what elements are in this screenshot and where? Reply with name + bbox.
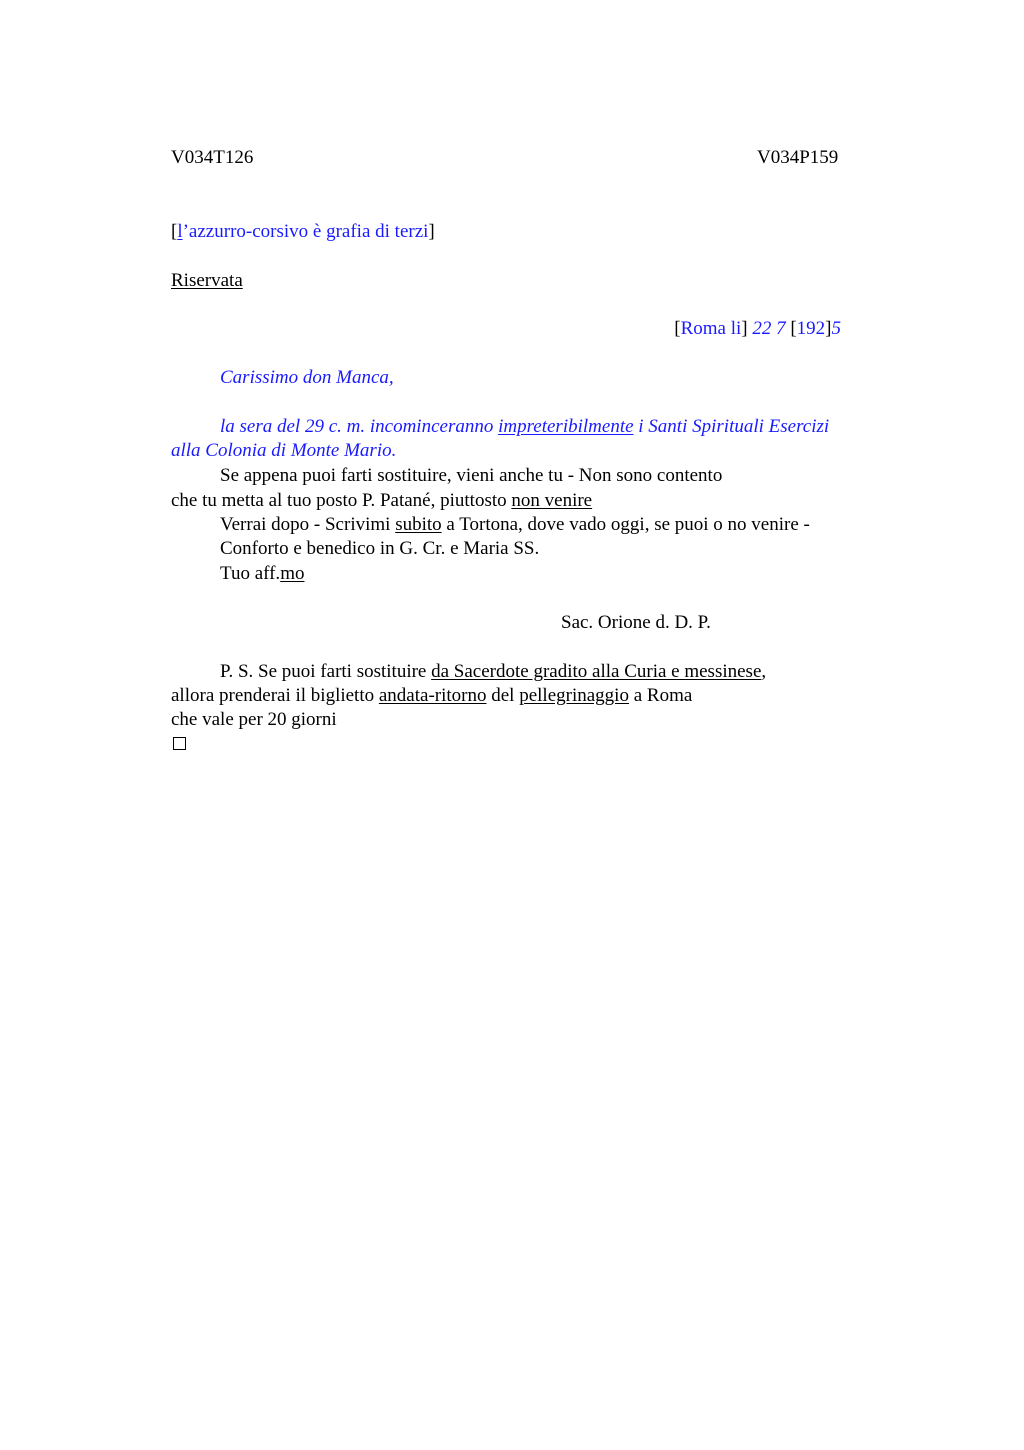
ps-line-2-c: a Roma [628, 685, 693, 706]
note-first-letter: l [177, 221, 183, 242]
closing-superscript: mo [280, 563, 305, 584]
date-bracket-open: [ [674, 318, 681, 339]
date-year-bracket-open: [ [785, 318, 797, 339]
riservata-label: Riservata [171, 270, 243, 291]
body-line-6: Conforto e benedico in G. Cr. e Maria SS. [220, 538, 540, 559]
header-left-code: V034T126 [171, 147, 254, 168]
ps-line-1-b: , [761, 661, 767, 682]
signature: Sac. Orione d. D. P. [561, 612, 711, 633]
ps-line-1 [220, 660, 766, 684]
date-place: Roma li [680, 318, 742, 339]
note-close-bracket: ] [428, 221, 435, 242]
ps-line-2-a: allora prenderai il biglietto [171, 685, 379, 706]
body-line-1-underlined: impreteribilmente [498, 416, 634, 437]
body-line-7 [220, 562, 304, 586]
date-line [674, 317, 841, 341]
date-year-last: 5 [831, 318, 841, 339]
date-bracket-close: ] [741, 318, 748, 339]
salutation: Carissimo don Manca, [220, 367, 394, 388]
ps-line-1-underlined: da Sacerdote gradito alla Curia e messinese [431, 661, 762, 682]
body-line-5-underlined: subito [395, 514, 442, 535]
body-line-1-a: la sera del 29 c. m. incominceranno [220, 416, 499, 437]
body-line-3: Se appena puoi farti sostituire, vieni anche tu - Non sono contento [220, 465, 723, 486]
body-line-5-b: a Tortona, dove vado oggi, se puoi o no venire - [441, 514, 810, 535]
date-year-bracket-close: ] [825, 318, 832, 339]
body-line-1-b: i Santi Spirituali Esercizi [633, 416, 830, 437]
body-line-5-a: Verrai dopo - Scrivimi [220, 514, 396, 535]
body-line-4 [171, 489, 592, 513]
date-day-month: 22 7 [752, 318, 786, 339]
body-line-1 [220, 415, 829, 439]
editorial-note [171, 220, 435, 244]
body-line-4-underlined: non venire [511, 490, 593, 511]
ps-line-2 [171, 684, 692, 708]
note-text: ’azzurro-corsivo è grafia di terzi [182, 221, 429, 242]
ps-line-2-b: del [486, 685, 520, 706]
ps-line-2-underlined-2: pellegrinaggio [519, 685, 629, 706]
ps-line-1-a: P. S. Se puoi farti sostituire [220, 661, 432, 682]
square-outline-icon [173, 737, 186, 750]
ps-line-3: che vale per 20 giorni [171, 709, 337, 730]
header-right-code: V034P159 [757, 147, 839, 168]
body-line-5 [220, 513, 810, 537]
body-line-2: alla Colonia di Monte Mario. [171, 440, 397, 461]
ps-line-2-underlined-1: andata-ritorno [378, 685, 487, 706]
date-year-prefix: 192 [796, 318, 826, 339]
note-open-bracket: [ [171, 221, 178, 242]
closing-text: Tuo aff. [220, 563, 281, 584]
body-line-4-a: che tu metta al tuo posto P. Patané, piuttosto [171, 490, 512, 511]
